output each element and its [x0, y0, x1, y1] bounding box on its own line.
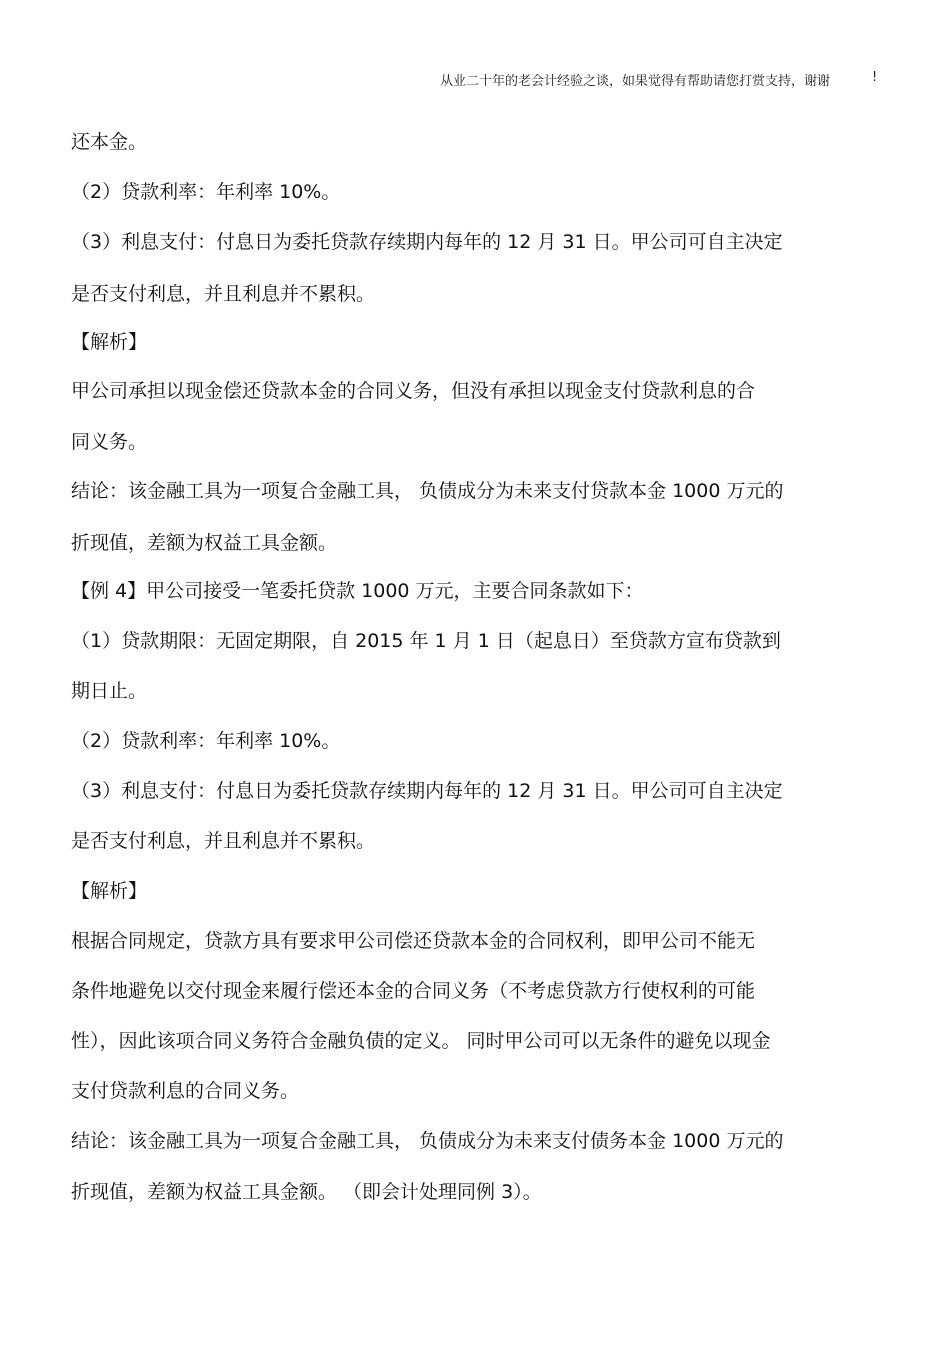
text-line: 甲公司承担以现金偿还贷款本金的合同义务，但没有承担以现金支付贷款利息的合	[71, 380, 756, 402]
header-note-text: 从业二十年的老会计经验之谈，如果觉得有帮助请您打赏支持，谢谢	[440, 74, 831, 89]
text-line: 是否支付利息，并且利息并不累积。	[71, 283, 376, 305]
text-line: 结论：该金融工具为一项复合金融工具， 负债成分为未来支付债务本金 1000 万元的	[71, 1130, 784, 1152]
header-note	[440, 70, 890, 89]
section-heading: 【解析】	[71, 880, 148, 902]
section-heading: 【解析】	[71, 331, 148, 353]
text-line: （3）利息支付：付息日为委托贷款存续期内每年的 12 月 31 日。甲公司可自主决定	[71, 780, 783, 802]
text-line: （3）利息支付：付息日为委托贷款存续期内每年的 12 月 31 日。甲公司可自主决定	[71, 231, 783, 253]
example-heading: 【例 4】甲公司接受一笔委托贷款 1000 万元，主要合同条款如下：	[71, 580, 644, 602]
text-line: 期日止。	[71, 680, 148, 702]
text-line: （2）贷款利率：年利率 10%。	[71, 181, 341, 203]
text-line: 结论：该金融工具为一项复合金融工具， 负债成分为未来支付贷款本金 1000 万元的	[71, 480, 784, 502]
text-line: 根据合同规定，贷款方具有要求甲公司偿还贷款本金的合同权利，即甲公司不能无	[71, 930, 756, 952]
text-line: 还本金。	[71, 131, 148, 153]
text-line: 性），因此该项合同义务符合金融负债的定义。 同时甲公司可以无条件的避免以现金	[71, 1030, 771, 1052]
text-line: 折现值，差额为权益工具金额。	[71, 532, 338, 554]
text-line: 条件地避免以交付现金来履行偿还本金的合同义务（不考虑贷款方行使权利的可能	[71, 980, 756, 1002]
text-line: （2）贷款利率：年利率 10%。	[71, 730, 341, 752]
text-line: 同义务。	[71, 431, 148, 453]
text-line: 折现值，差额为权益工具金额。 （即会计处理同例 3）。	[71, 1181, 542, 1203]
text-line: 是否支付利息，并且利息并不累积。	[71, 830, 376, 852]
text-line: （1）贷款期限：无固定期限，自 2015 年 1 月 1 日（起息日）至贷款方宣布贷款到	[71, 630, 781, 652]
header-note-end: !	[872, 70, 878, 85]
text-line: 支付贷款利息的合同义务。	[71, 1080, 300, 1102]
